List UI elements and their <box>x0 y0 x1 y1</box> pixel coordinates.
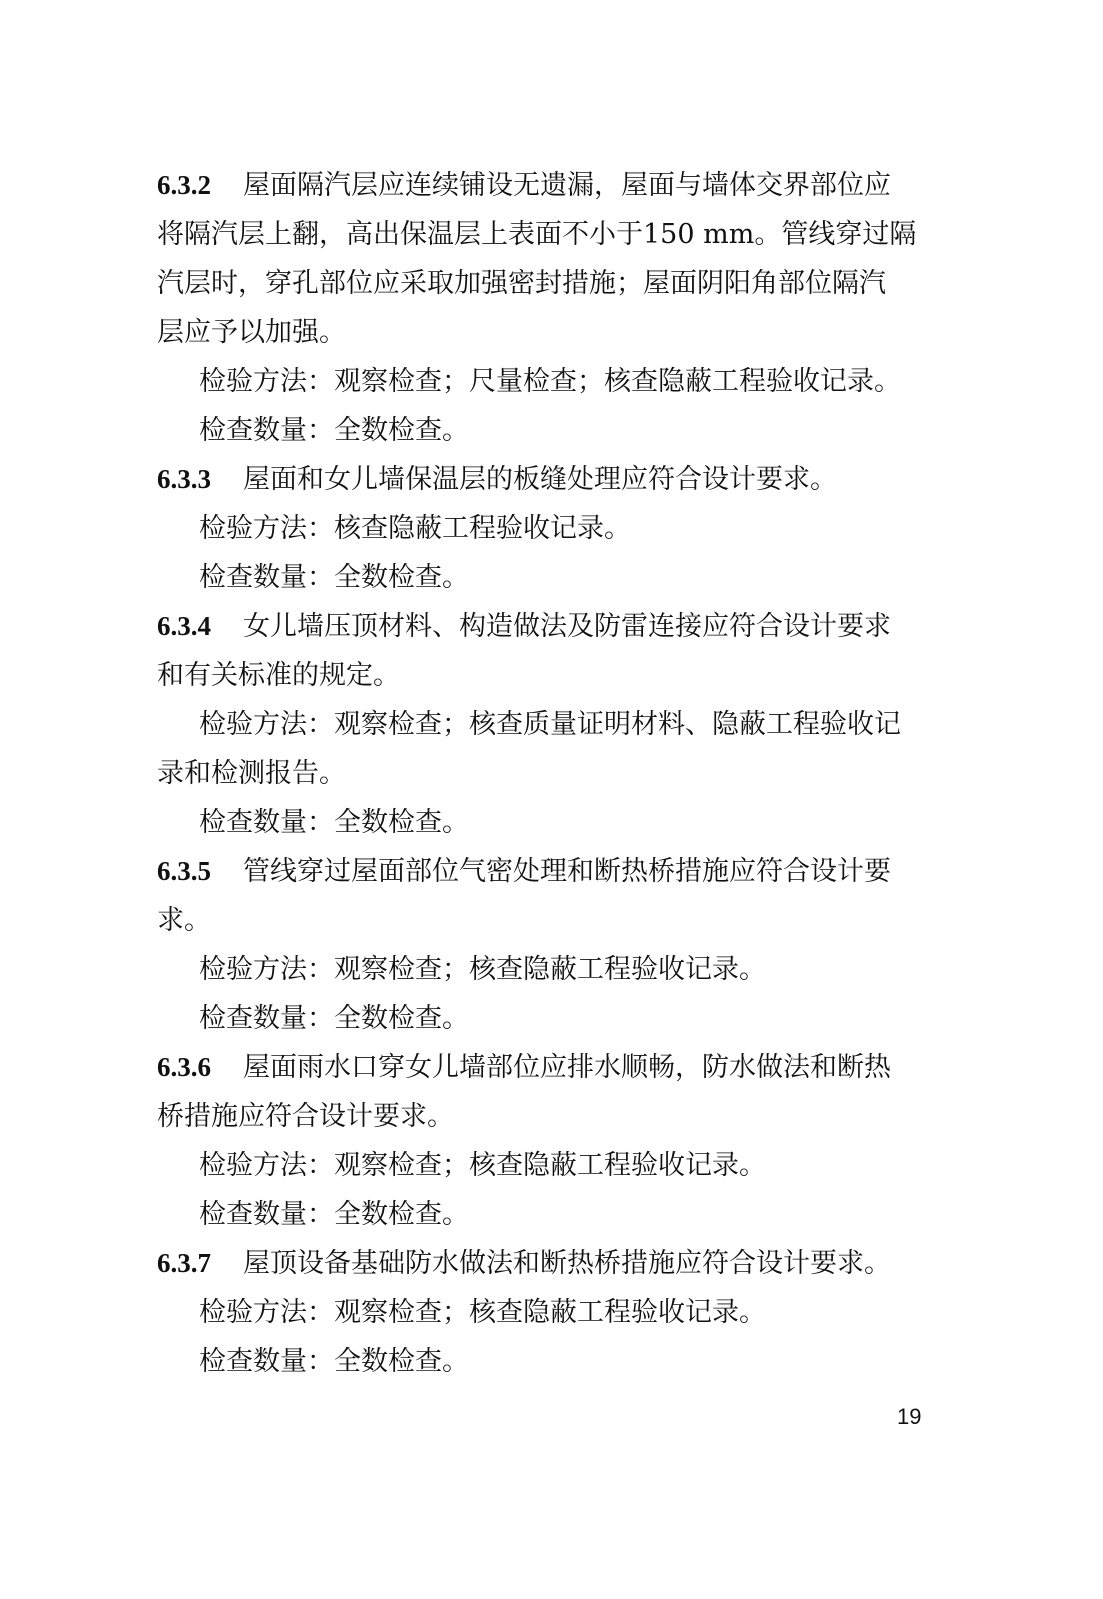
clause-text: 管线穿过屋面部位气密处理和断热桥措施应符合设计要 <box>243 856 891 887</box>
page-number: 19 <box>897 1404 922 1429</box>
inspection-quantity: 检查数量：全数检查。 <box>199 1003 469 1034</box>
inspection-quantity: 检查数量：全数检查。 <box>199 415 469 446</box>
clause-first-line <box>157 847 929 896</box>
clause-6-3-6 <box>157 1043 929 1239</box>
inspection-method: 检验方法：观察检查；尺量检查；核查隐蔽工程验收记录。 <box>199 366 901 397</box>
clause-first-line <box>157 1239 929 1288</box>
clause-number: 6.3.2 <box>157 170 211 200</box>
inspection-quantity: 检查数量：全数检查。 <box>199 1346 469 1377</box>
clause-text-line: 和有关标准的规定。 <box>157 660 400 691</box>
inspection-method: 检验方法：观察检查；核查隐蔽工程验收记录。 <box>199 1297 766 1328</box>
inspection-quantity: 检查数量：全数检查。 <box>199 1199 469 1230</box>
clause-6-3-7 <box>157 1239 929 1386</box>
inspection-method: 检验方法：观察检查；核查隐蔽工程验收记录。 <box>199 1150 766 1181</box>
clause-number: 6.3.4 <box>157 611 211 641</box>
clause-number: 6.3.7 <box>157 1248 211 1278</box>
clause-first-line <box>157 161 929 210</box>
clause-text-line: 汽层时，穿孔部位应采取加强密封措施；屋面阴阳角部位隔汽 <box>157 268 886 299</box>
clause-text: 屋面和女儿墙保温层的板缝处理应符合设计要求。 <box>243 464 837 495</box>
clause-6-3-4 <box>157 602 929 847</box>
clause-text: 屋面雨水口穿女儿墙部位应排水顺畅，防水做法和断热 <box>243 1052 891 1083</box>
clause-6-3-2 <box>157 161 929 455</box>
clause-text-line: 求。 <box>157 905 211 936</box>
page-body <box>157 161 929 1386</box>
clause-text-line: 桥措施应符合设计要求。 <box>157 1101 454 1132</box>
clause-6-3-3 <box>157 455 929 602</box>
clause-first-line <box>157 455 929 504</box>
clause-text: 屋面隔汽层应连续铺设无遗漏，屋面与墙体交界部位应 <box>243 170 891 201</box>
clause-6-3-5 <box>157 847 929 1043</box>
inspection-quantity: 检查数量：全数检查。 <box>199 807 469 838</box>
clause-text-line: 将隔汽层上翻，高出保温层上表面不小于150 mm。管线穿过隔 <box>157 219 917 250</box>
inspection-quantity: 检查数量：全数检查。 <box>199 562 469 593</box>
clause-number: 6.3.6 <box>157 1052 211 1082</box>
inspection-method: 检验方法：观察检查；核查隐蔽工程验收记录。 <box>199 954 766 985</box>
inspection-method: 检验方法：核查隐蔽工程验收记录。 <box>199 513 631 544</box>
clause-number: 6.3.5 <box>157 856 211 886</box>
clause-text: 屋顶设备基础防水做法和断热桥措施应符合设计要求。 <box>243 1248 891 1279</box>
clause-first-line <box>157 602 929 651</box>
clause-number: 6.3.3 <box>157 464 211 494</box>
clause-first-line <box>157 1043 929 1092</box>
clause-text-line: 层应予以加强。 <box>157 317 346 348</box>
inspection-method-continued: 录和检测报告。 <box>157 758 346 789</box>
inspection-method: 检验方法：观察检查；核查质量证明材料、隐蔽工程验收记 <box>199 709 901 740</box>
clause-text: 女儿墙压顶材料、构造做法及防雷连接应符合设计要求 <box>243 611 891 642</box>
